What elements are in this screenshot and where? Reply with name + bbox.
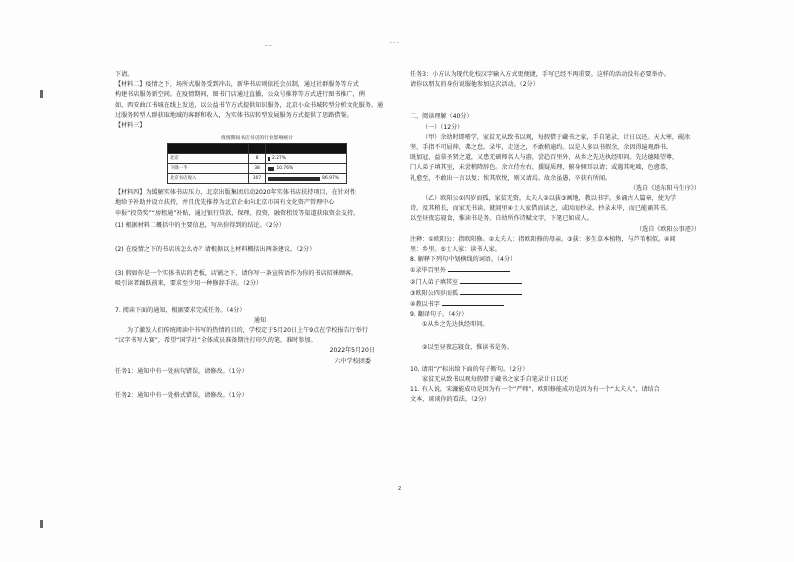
answer-blank[interactable] <box>460 288 522 295</box>
question: 7. 阅读下面的通知，根据要求完成任务。（4分） <box>115 306 246 314</box>
pct-bar <box>268 177 320 181</box>
q8-item: ④教以书字 <box>410 299 700 310</box>
left-column <box>115 70 405 401</box>
text-line: 地给予补助并设立扶持，并且优先推荐为北京企业向北京市国有文化资产管理中心 <box>115 199 335 207</box>
passage-line: 诗。及其稍长，而家无书读，就闾里④士人家借而读之，或因而抄录。抄录未毕，而已能诵其书。 <box>410 205 672 213</box>
question: 11. 有人说，宋濂能成功是因为有一个“严师”，欧阳修能成功是因为有一个“太夫人”，请结合 <box>410 386 660 394</box>
table-cell: 下降一半 <box>168 164 249 173</box>
part-title: （一）（12分） <box>422 123 464 131</box>
passage-source: （选自《送东阳马生序》） <box>629 184 700 192</box>
table-cell: 307 <box>249 174 266 183</box>
section-title: 二、阅读理解（40分） <box>410 113 473 121</box>
passage-line: 门人弟子填其室，未尝稍降辞色。余立侍左右，援疑质理，俯身倾耳以请；或遇其叱咄，色愈恭， <box>410 164 673 172</box>
text-line: 吸引读者踊跃前来，要求至少用一种修辞手法。（2分） <box>115 280 263 288</box>
header-mark-left: _ _ <box>265 40 272 46</box>
table-row <box>167 174 347 184</box>
table-header-cell <box>168 144 249 153</box>
question: (1) 根据材料二概括中的主要信息，写出你得到的结论。（2分） <box>115 221 285 229</box>
question: 8. 解释下列句中划横线的词语。（4分） <box>410 256 517 264</box>
table-cell: 北京书店收入 <box>168 174 249 183</box>
q8-item: ③欧阳公四岁而孤 <box>410 288 700 299</box>
header-mark-center: - - - <box>390 40 399 46</box>
table-title: 疫情期间书店书店的行业影响统计 <box>221 136 293 142</box>
table-header-cell <box>266 144 346 153</box>
passage-line: （乙）欧阳公①四岁而孤，家贫无资。太夫人②以荻③画地，教以书字。多诵古人篇章，使为学 <box>422 195 677 203</box>
answer-blank[interactable] <box>448 265 510 272</box>
text-line: 【材料三】 <box>115 122 146 130</box>
table-row <box>167 154 347 164</box>
question: (3) 假如你是一个实体书店的老板，店铺之下，请你写一条宣传语作为你的书店招徕顾客， <box>115 270 358 278</box>
notes: 里：乡里。⑤士人家：读书人家。 <box>410 246 501 254</box>
notice-signature: 六中学校团委 <box>334 357 371 365</box>
text-line: 过服务转型人群获取地域的客群和收入，为实体书店转型发展服务方式提供了思路借鉴。 <box>115 111 353 119</box>
text-line: 申报“投贷奖”“房租通”补贴，通过银行贷款、保理、投资，融资租赁等渠道获取资金支持。 <box>115 209 360 217</box>
notice-body: “汉字书写大赛”，希望“国学社”全体成员准备期注打印久的笔，准时参加。 <box>115 337 317 345</box>
notice-date: 2022年5月20日 <box>329 347 375 355</box>
right-column <box>410 70 700 406</box>
table-row <box>167 164 347 174</box>
passage-line: 坚，手指不可屈伸，弗之怠。录毕，走送之，不敢稍逾约。以是人多以书假余，余因得遍观群书。 <box>410 144 673 152</box>
question: 任务3：小方认为现代化校汉字输入方式更便捷，手写已经不再重要。这样的活动没有必要举办。 <box>410 71 670 78</box>
table-header-cell <box>249 144 266 153</box>
pct-label: 86.97% <box>322 176 339 182</box>
page-number: 2 <box>398 486 402 492</box>
pct-label: 2.27% <box>272 156 286 162</box>
text-line: 请你以朋友的身份说服他参加这次活动。（2分） <box>410 81 539 89</box>
table-header-row <box>167 143 347 154</box>
q10-sentence: 家贫无从致书以观每假借于藏书之家手自笔录计日以还 <box>422 376 569 384</box>
question: (2) 在疫情之下的书店该怎么办？请根据以上材料概括出两条建议。（2分） <box>115 246 316 254</box>
passage-line: 既加冠，益慕圣贤之道，又患无硕师名人与游，尝趋百里外，从乡之先达执经叩问。先达德隆望尊， <box>410 154 679 162</box>
pct-bar <box>268 157 270 161</box>
answer-blank[interactable] <box>460 277 522 284</box>
table-cell: 北京 <box>168 154 249 163</box>
q9-item: ②以至昼夜忘寝食，惟读书是务。 <box>422 343 513 351</box>
question: 9. 翻译句子。（4分） <box>410 311 468 319</box>
notice-body: 为了激发人们传统阅读中书写的热情的目的，学校定于5月20日上午9点在学校报告厅举行 <box>127 327 368 335</box>
answer-blank[interactable] <box>442 299 504 306</box>
text-line: 如，西安曲江书城在线上发送，以公益书节方式提供知识服务，北京小众书城转型分析文化服务。通 <box>115 101 384 109</box>
question: 10. 请用“/”标出给下面的句子断句。（2分） <box>410 365 529 373</box>
text-line: 【材料四】为缓解实体书店压力，北京出版集团启动2020年实体书店扶持项目，在针对性 <box>115 189 356 197</box>
notice-title: 通知 <box>253 316 267 324</box>
text-line: 构建书店服务新空间。在疫情期间，图书门店通过直播、公众号推荐等方式进行图书推广，例 <box>115 91 365 99</box>
passage-source: （选自《欧阳公事迹》） <box>636 225 700 233</box>
text-line: 文本，谈谈你的看法。（2分） <box>410 396 491 404</box>
q8-item: ②门人弟子填其室 <box>410 277 700 288</box>
stats-table <box>167 135 347 184</box>
text-line: 【材料二】疫情之下，场所式服务受到冲击，新华书店则依托会员制，通过社群服务等方式 <box>115 81 359 89</box>
text-line: 下请。 <box>115 71 134 78</box>
q8-item: ①录毕百里外 <box>410 265 700 276</box>
binding-mark <box>40 90 43 98</box>
passage-line: 以至昼夜忘寝食，惟读书是务。自幼所作诗赋文字，下笔已如成人。 <box>410 215 593 223</box>
passage-line: 礼愈至，不敢出一言以复；俟其欣悦，则又请焉。故余虽愚，卒获有所闻。 <box>410 174 612 182</box>
question: 任务1：通知中有一处病句错误，请修改。（1分） <box>115 367 248 375</box>
question: 任务2：通知中有一处格式错误，请修改。（1分） <box>115 392 248 400</box>
table-cell: 8 <box>249 154 266 163</box>
pct-label: 10.76% <box>276 166 294 172</box>
q9-item: ①从乡之先达执经叩问。 <box>422 321 489 329</box>
notes: 注释：①欧阳公：指欧阳修。②太夫人：指欧阳修的母亲。③荻：多生草本植物，与芦苇相似。④闾 <box>410 235 676 243</box>
pct-bar <box>268 167 274 171</box>
binding-mark <box>40 520 43 528</box>
passage-line: （甲）余幼时即嗜学，家贫无从致书以观，每假借于藏书之家，手自笔录，计日以还。天大寒，砚冰 <box>422 133 691 141</box>
table-cell: 38 <box>249 164 266 173</box>
